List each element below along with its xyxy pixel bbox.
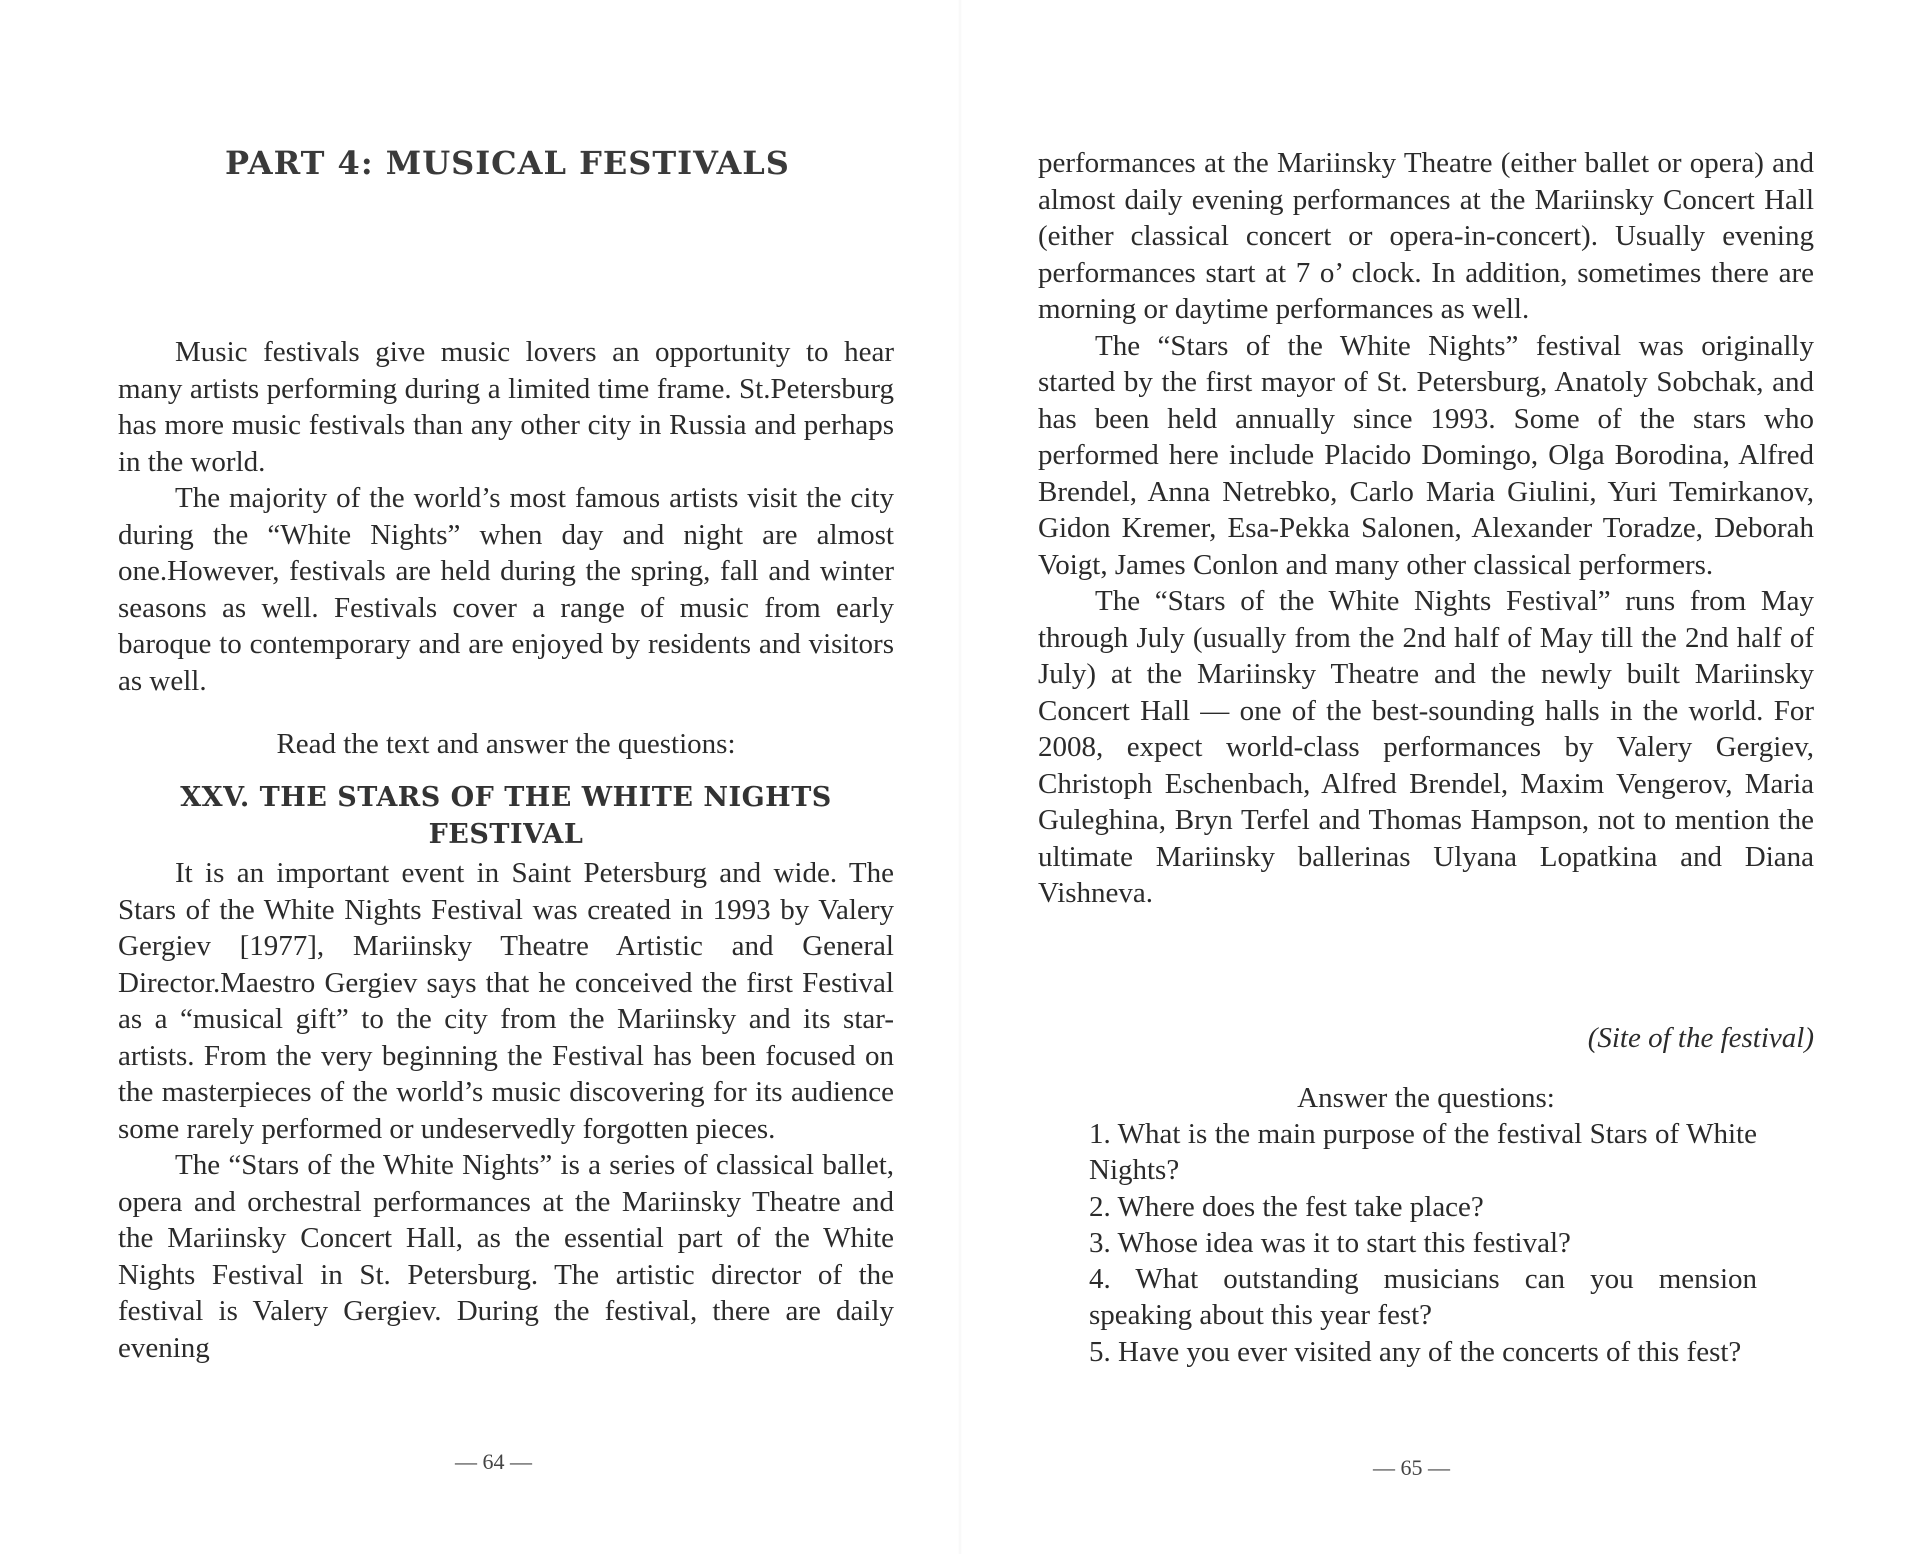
section-title: XXV. THE STARS OF THE WHITE NIGHTS FESTIVAL	[180, 782, 832, 850]
intro-paragraph: The majority of the world’s most famous artists visit the city during the “White Nights” when day and night are almost one.However, festivals are held during the spring, fall and winter seasons as well. Festivals cover a range of music from early baroque to contemporary and are enjoyed by residents and visitors as well.	[118, 482, 894, 697]
reading-instruction: Read the text and answer the questions:	[276, 728, 736, 760]
question-item: 3. Whose idea was it to start this festival?	[1089, 1226, 1571, 1259]
source-citation: (Site of the festival)	[1587, 1022, 1814, 1054]
questions-heading: Answer the questions:	[1297, 1082, 1555, 1114]
article-paragraph: The “Stars of the White Nights” festival was originally started by the first mayor of St. Petersburg, Anatoly Sobchak, and has been held annually since 1993. Some of the stars who performed here include Placido Domingo, Olga Borodina, Alfred Brendel, Anna Netrebko, Carlo Maria Giulini, Yuri Temirkanov, Gidon Kremer, Esa-Pekka Salonen, Alexander Toradze, Deborah Voigt, James Conlon and many other classical performers.	[1038, 329, 1814, 581]
article-text-right	[1038, 145, 1814, 912]
article-paragraph: The “Stars of the White Nights Festival” runs from May through July (usually from the 2nd half of May till the 2nd half of July) at the Mariinsky Theatre and the newly built Mariinsky Concert Hall — one of the best-sounding halls in the world. For 2008, expect world-class performances by Valery Gergiev, Christoph Eschenbach, Alfred Brendel, Maxim Vengerov, Maria Guleghina, Bryn Terfel and Thomas Hampson, not to mention the ultimate Mariinsky ballerinas Ulyana Lopatkina and Diana Vishneva.	[1038, 585, 1814, 909]
article-text-left	[118, 855, 894, 1366]
question-item: 2. Where does the fest take place?	[1089, 1190, 1484, 1223]
article-paragraph: The “Stars of the White Nights” is a series of classical ballet, opera and orchestral performances at the Mariinsky Theatre and the Mariinsky Concert Hall, as the essential part of the White Nights Festival in St. Petersburg. The artistic director of the festival is Valery Gergiev. During the festival, there are daily evening	[118, 1149, 894, 1364]
page-title: PART 4: MUSICAL FESTIVALS	[225, 144, 790, 182]
question-item: 5. Have you ever visited any of the concerts of this fest?	[1089, 1335, 1742, 1368]
article-paragraph: performances at the Mariinsky Theatre (either ballet or opera) and almost daily evening performances at the Mariinsky Concert Hall (either classical concert or opera-in-concert). Usually evening performances start at 7 o’ clock. In addition, sometimes there are morning or daytime performances as well.	[1038, 147, 1814, 325]
article-paragraph: It is an important event in Saint Petersburg and wide. The Stars of the White Nights Festival was created in 1993 by Valery Gergiev [1977], Mariinsky Theatre Artistic and General Director.Maestro Gergiev says that he conceived the first Festival as a “musical gift” to the city from the Mariinsky and its star-artists. From the very beginning the Festival has been focused on the masterpieces of the world’s music discovering for its audience some rarely performed or undeservedly forgotten pieces.	[118, 857, 894, 1145]
intro-text	[118, 334, 894, 699]
question-item: 4. What outstanding musicians can you mension speaking about this year fest?	[1089, 1263, 1757, 1332]
page-number-right: — 65 —	[1373, 1455, 1450, 1480]
intro-paragraph: Music festivals give music lovers an opportunity to hear many artists performing during a limited time frame. St.Petersburg has more music festivals than any other city in Russia and perhaps in the world.	[118, 336, 894, 478]
question-item: 1. What is the main purpose of the festival Stars of White Nights?	[1089, 1118, 1757, 1187]
right-page	[960, 0, 1920, 1554]
page-number-left: — 64 —	[455, 1449, 532, 1474]
questions-list	[1089, 1116, 1757, 1370]
